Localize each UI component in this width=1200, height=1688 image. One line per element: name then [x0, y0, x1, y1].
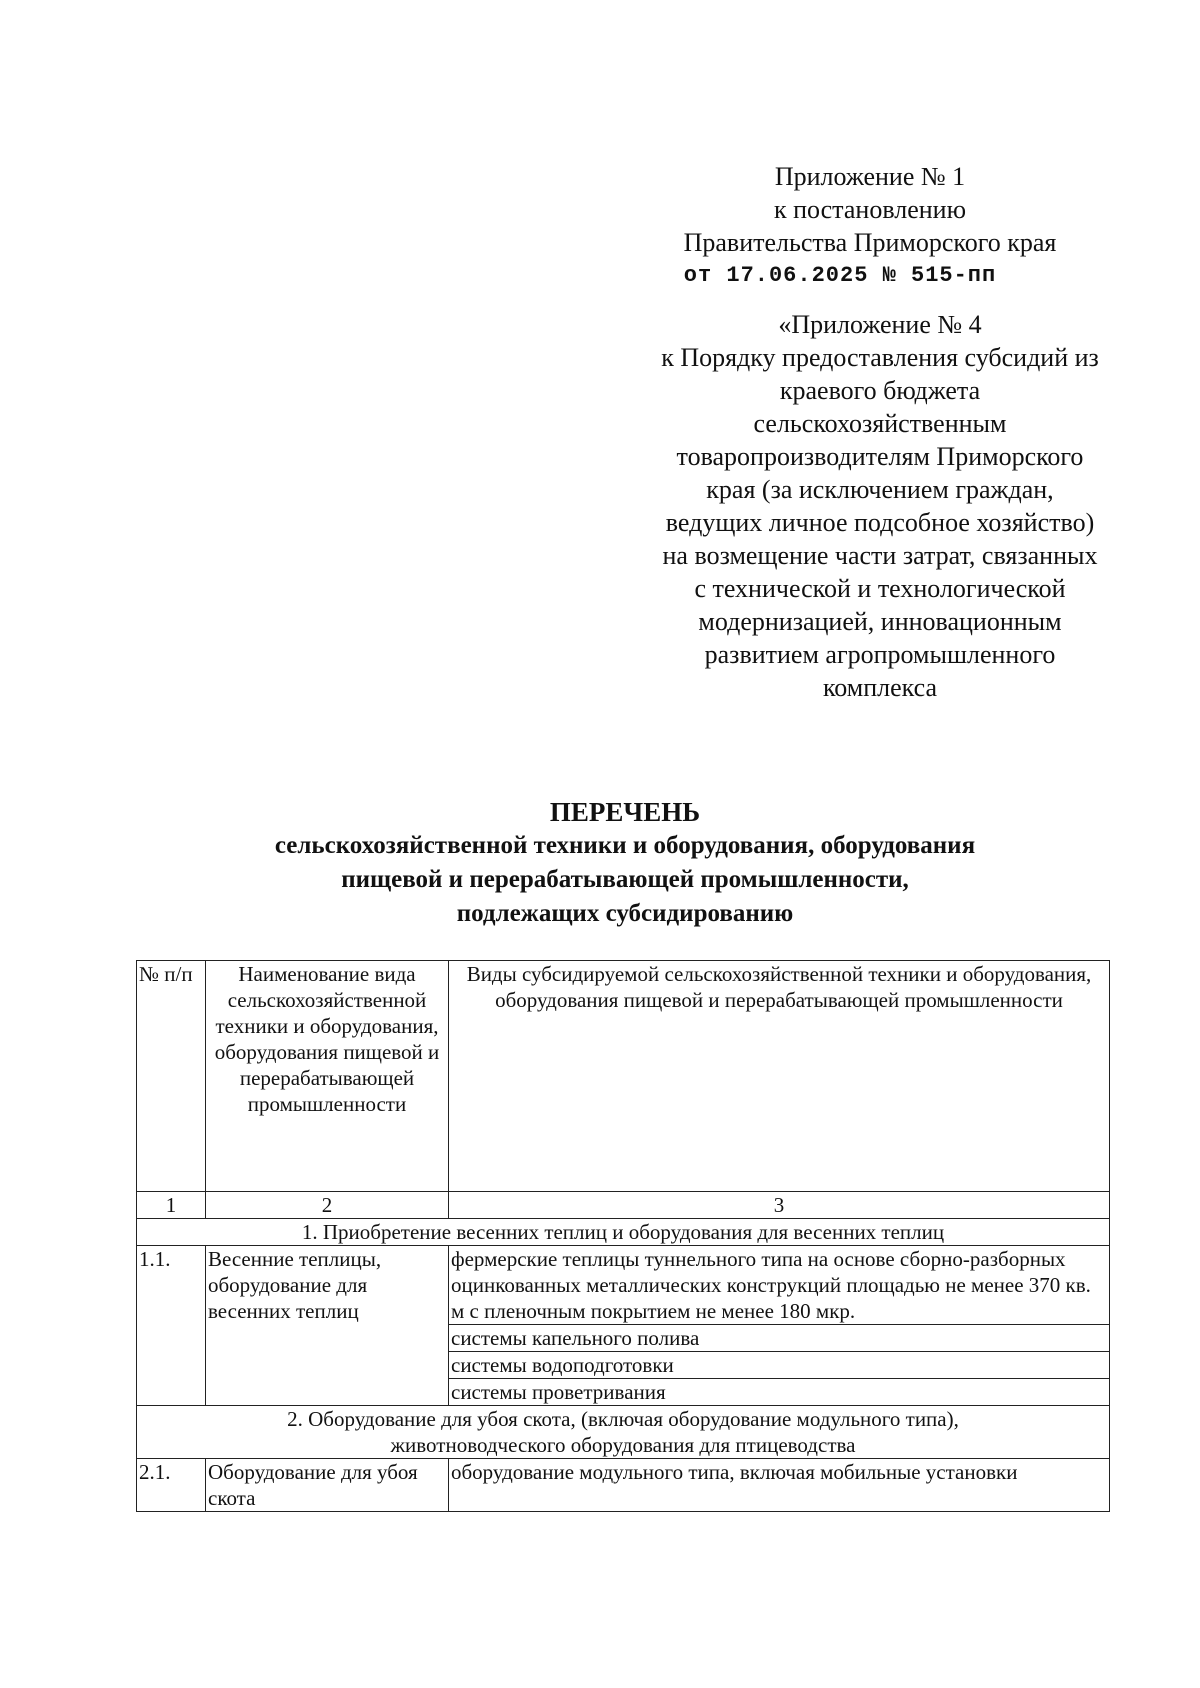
section-2-line: 2. Оборудование для убоя скота, (включая оборудование модульного типа), [287, 1407, 959, 1431]
row-name: Весенние теплицы, оборудование для весенних теплиц [206, 1246, 449, 1406]
section-1-title: 1. Приобретение весенних теплиц и оборудования для весенних теплиц [137, 1219, 1110, 1246]
row-item: системы капельного полива [449, 1325, 1110, 1352]
appendix-4-line: модернизацией, инновационным [698, 607, 1062, 636]
section-row [137, 1219, 1110, 1246]
appendix-4-line: комплекса [822, 673, 938, 702]
row-item: фермерские теплицы туннельного типа на основе сборно-разборных оцинкованных металлических конструкций площадью не менее 370 кв. м с пленочным покрытием не менее 180 мкр. [449, 1246, 1110, 1325]
appendix-line: к постановлению [773, 195, 967, 224]
column-header-type: Наименование вида сельскохозяйственной техники и оборудования, оборудования пищевой и перерабатывающей промышленности [206, 961, 449, 1192]
document-subtitle-line: сельскохозяйственной техники и оборудования, оборудования [274, 832, 976, 859]
appendix-4-line: сельскохозяйственным [753, 409, 1007, 438]
column-number: 2 [206, 1192, 449, 1219]
equipment-list-table [136, 960, 1110, 1512]
appendix-4-line: краевого бюджета [779, 376, 981, 405]
document-heading [140, 795, 1110, 931]
appendix-4-line: «Приложение № 4 [778, 310, 982, 339]
column-header-number: № п/п [137, 961, 206, 1192]
appendix-line: Правительства Приморского края [683, 228, 1057, 257]
appendix-4-line: с технической и технологической [694, 574, 1066, 603]
section-row [137, 1406, 1110, 1459]
appendix-4-header [620, 308, 1140, 704]
document-subtitle-line: подлежащих субсидированию [456, 900, 794, 927]
appendix-header [600, 160, 1140, 292]
row-number: 2.1. [137, 1459, 206, 1512]
section-2-line: животноводческого оборудования для птицеводства [390, 1433, 856, 1457]
section-2-title [137, 1406, 1110, 1459]
column-number: 1 [137, 1192, 206, 1219]
table-header-row [137, 961, 1110, 1192]
row-number: 1.1. [137, 1246, 206, 1406]
appendix-line: Приложение № 1 [774, 162, 966, 191]
appendix-4-line: ведущих личное подсобное хозяйство) [665, 508, 1095, 537]
table-row [137, 1459, 1110, 1512]
row-item: системы водоподготовки [449, 1352, 1110, 1379]
appendix-4-line: на возмещение части затрат, связанных [662, 541, 1098, 570]
appendix-4-line: товаропроизводителям Приморского [676, 442, 1084, 471]
row-item: оборудование модульного типа, включая мобильные установки [449, 1459, 1110, 1512]
appendix-4-line: края (за исключением граждан, [706, 475, 1054, 504]
appendix-4-line: к Порядку предоставления субсидий из [661, 343, 1099, 372]
column-number-row [137, 1192, 1110, 1219]
column-header-kinds: Виды субсидируемой сельскохозяйственной техники и оборудования, оборудования пищевой и перерабатывающей промышленности [449, 961, 1110, 1192]
row-item: системы проветривания [449, 1379, 1110, 1406]
document-title: ПЕРЕЧЕНЬ [549, 797, 701, 827]
column-number: 3 [449, 1192, 1110, 1219]
table-row [137, 1246, 1110, 1325]
row-name: Оборудование для убоя скота [206, 1459, 449, 1512]
document-subtitle-line: пищевой и перерабатывающей промышленности, [341, 866, 909, 893]
decree-number: от 17.06.2025 № 515-пп [683, 263, 997, 288]
appendix-4-line: развитием агропромышленного [704, 640, 1056, 669]
